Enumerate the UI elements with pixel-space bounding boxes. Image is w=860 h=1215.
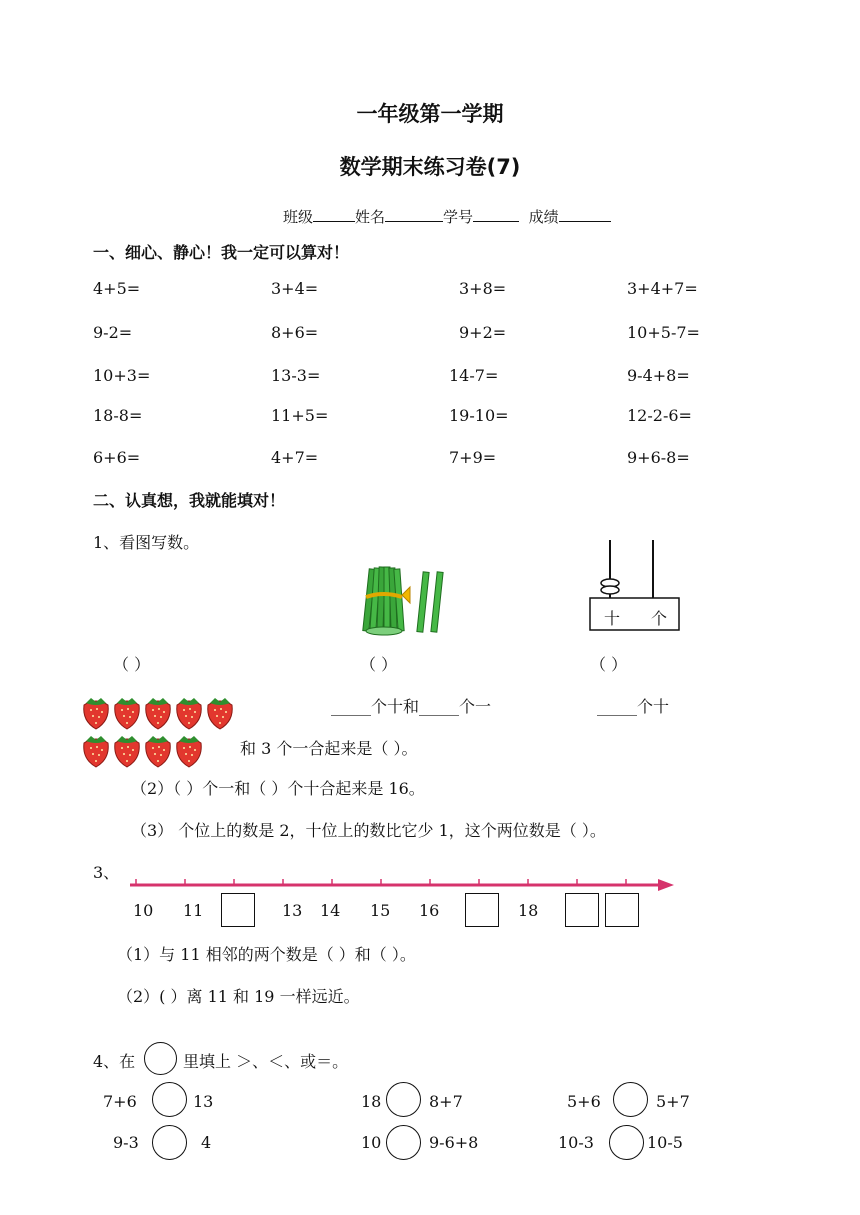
compare-right: 5+7: [656, 1092, 690, 1111]
question-4-label-b: 里填上 ＞、＜、或＝。: [183, 1052, 349, 1071]
compare-right: 4: [201, 1133, 212, 1152]
calc-item: 3+4+7=: [627, 279, 698, 298]
question-2-2: （2）（ ）个一和（ ）个十合起来是 16。: [131, 779, 425, 798]
numberline-answer-box[interactable]: [465, 893, 499, 927]
calc-item: 11+5=: [271, 406, 329, 425]
compare-left: 18: [361, 1092, 382, 1111]
compare-circle[interactable]: [613, 1082, 648, 1117]
calc-item: 9+6-8=: [627, 448, 690, 467]
class-blank[interactable]: [313, 206, 355, 222]
section2-heading: 二、认真想，我就能填对！: [93, 491, 286, 510]
section1-heading: 一、细心、静心！我一定可以算对！: [93, 243, 350, 262]
numberline-label: 15: [370, 901, 391, 920]
number-line: [128, 876, 676, 894]
compare-circle[interactable]: [152, 1082, 187, 1117]
abacus-tens-label: 十: [604, 609, 621, 628]
compare-circle[interactable]: [609, 1125, 644, 1160]
name-label: 姓名: [355, 208, 386, 226]
numberline-answer-box[interactable]: [565, 893, 599, 927]
question-3-2: （2）( ）离 11 和 19 一样远近。: [117, 987, 360, 1006]
compare-right: 9-6+8: [429, 1133, 479, 1152]
numberline-label: 10: [133, 901, 154, 920]
numberline-answer-box[interactable]: [605, 893, 639, 927]
abacus-icon: [588, 538, 683, 633]
compare-circle[interactable]: [386, 1082, 421, 1117]
calc-item: 3+4=: [271, 279, 319, 298]
compare-right: 10-5: [647, 1133, 683, 1152]
calc-item: 9+2=: [459, 323, 507, 342]
calc-item: 18-8=: [93, 406, 143, 425]
info-line: [283, 206, 611, 227]
numberline-label: 14: [320, 901, 341, 920]
name-blank[interactable]: [385, 206, 443, 222]
worksheet-subtitle: 数学期末练习卷(7): [339, 155, 521, 179]
compare-circle[interactable]: [152, 1125, 187, 1160]
fill-combined: 和 3 个一合起来是（ ）。: [240, 739, 418, 758]
numberline-label: 11: [183, 901, 204, 920]
compare-left: 9-3: [113, 1133, 139, 1152]
fill-tens-ones: _____个十和_____个一: [331, 697, 492, 716]
calc-item: 8+6=: [271, 323, 319, 342]
number-label: 学号: [443, 208, 474, 226]
strawberries-icon: [80, 693, 240, 769]
calc-item: 10+5-7=: [627, 323, 700, 342]
answer-blank[interactable]: （ ）: [360, 655, 398, 674]
abacus-ones-label: 个: [651, 609, 668, 628]
question-4-label-a: 4、在: [93, 1052, 136, 1071]
calc-item: 9-4+8=: [627, 366, 690, 385]
numberline-label: 16: [419, 901, 440, 920]
calc-item: 10+3=: [93, 366, 151, 385]
fill-tens: _____个十: [597, 697, 670, 716]
calc-item: 6+6=: [93, 448, 141, 467]
stick-bundle-icon: [358, 565, 450, 637]
class-label: 班级: [283, 208, 314, 226]
circle-icon: [144, 1042, 177, 1075]
worksheet-title: 一年级第一学期: [356, 102, 504, 126]
compare-right: 8+7: [429, 1092, 463, 1111]
score-label: 成绩: [528, 208, 559, 226]
compare-left: 5+6: [567, 1092, 601, 1111]
answer-blank[interactable]: （ ）: [590, 655, 628, 674]
numberline-answer-box[interactable]: [221, 893, 255, 927]
answer-blank[interactable]: （ ）: [113, 655, 151, 674]
score-blank[interactable]: [559, 206, 611, 222]
calc-item: 3+8=: [459, 279, 507, 298]
calc-item: 9-2=: [93, 323, 133, 342]
compare-circle[interactable]: [386, 1125, 421, 1160]
numberline-label: 18: [518, 901, 539, 920]
numberline-label: 13: [282, 901, 303, 920]
question-3-label: 3、: [93, 863, 120, 882]
calc-item: 12-2-6=: [627, 406, 692, 425]
calc-item: 4+5=: [93, 279, 141, 298]
question-2-3: （3） 个位上的数是 2，十位上的数比它少 1，这个两位数是（ ）。: [131, 821, 606, 840]
compare-left: 7+6: [103, 1092, 137, 1111]
calc-item: 13-3=: [271, 366, 321, 385]
calc-item: 14-7=: [449, 366, 499, 385]
compare-right: 13: [193, 1092, 214, 1111]
compare-left: 10-3: [558, 1133, 594, 1152]
question-1-label: 1、看图写数。: [93, 533, 200, 552]
calc-item: 4+7=: [271, 448, 319, 467]
compare-left: 10: [361, 1133, 382, 1152]
calc-item: 19-10=: [449, 406, 509, 425]
calc-item: 7+9=: [449, 448, 497, 467]
question-3-1: （1）与 11 相邻的两个数是（ ）和（ ）。: [117, 945, 416, 964]
number-blank[interactable]: [473, 206, 519, 222]
